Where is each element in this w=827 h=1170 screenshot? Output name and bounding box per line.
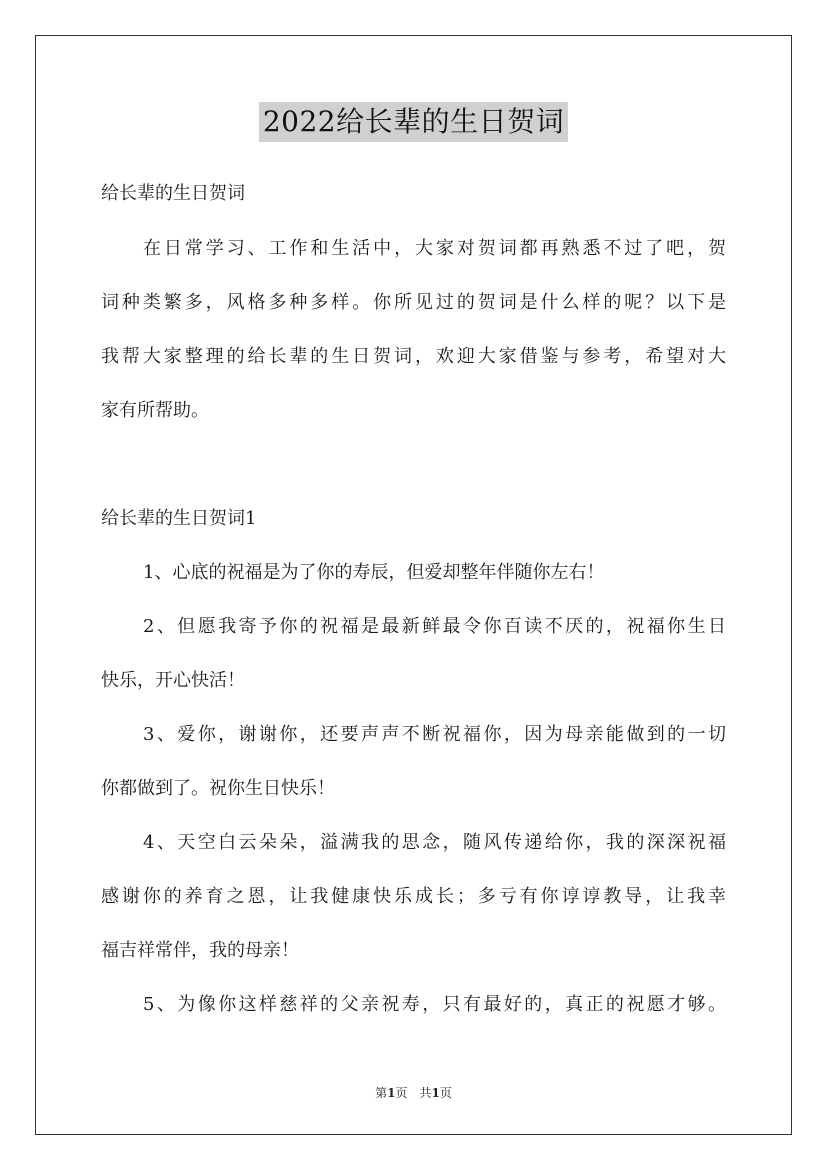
item-4-line-2: 感谢你的养育之恩，让我健康快乐成长；多亏有你谆谆教导，让我幸 (101, 886, 726, 907)
item-2-line-1: 2、但愿我寄予你的祝福是最新鲜最令你百读不厌的，祝福你生日 (143, 616, 726, 637)
intro-line-4: 家有所帮助。 (101, 400, 209, 421)
intro-line-1: 在日常学习、工作和生活中，大家对贺词都再熟悉不过了吧，贺 (143, 238, 726, 259)
item-2-line-2: 快乐，开心快活！ (101, 670, 245, 691)
section-heading: 给长辈的生日贺词1 (101, 508, 257, 529)
footer-prefix: 第 (375, 1086, 388, 1100)
intro-line-2: 词种类繁多，风格多种多样。你所见过的贺词是什么样的呢？以下是 (101, 292, 726, 313)
intro-line-3: 我帮大家整理的给长辈的生日贺词，欢迎大家借鉴与参考，希望对大 (101, 346, 726, 367)
subtitle: 给长辈的生日贺词 (101, 183, 245, 204)
footer-page-number: 1 (387, 1086, 396, 1100)
item-4-line-1: 4、天空白云朵朵，溢满我的思念，随风传递给你，我的深深祝福 (143, 832, 726, 853)
item-3-line-1: 3、爱你，谢谢你，还要声声不断祝福你，因为母亲能做到的一切 (143, 724, 726, 745)
document-title: 2022给长辈的生日贺词 (259, 102, 568, 142)
page-footer (0, 1085, 827, 1101)
item-4-line-3: 福吉祥常伴，我的母亲！ (101, 940, 299, 961)
item-1-line-1: 1、心底的祝福是为了你的寿辰，但爱却整年伴随你左右！ (143, 562, 605, 583)
item-3-line-2: 你都做到了。祝你生日快乐！ (101, 778, 335, 799)
footer-mid: 页 共 (395, 1086, 432, 1100)
footer-page-total: 1 (431, 1086, 440, 1100)
footer-suffix: 页 (439, 1086, 452, 1100)
item-5-line-1: 5、为像你这样慈祥的父亲祝寿，只有最好的，真正的祝愿才够。 (143, 994, 726, 1015)
title-container (0, 102, 827, 142)
